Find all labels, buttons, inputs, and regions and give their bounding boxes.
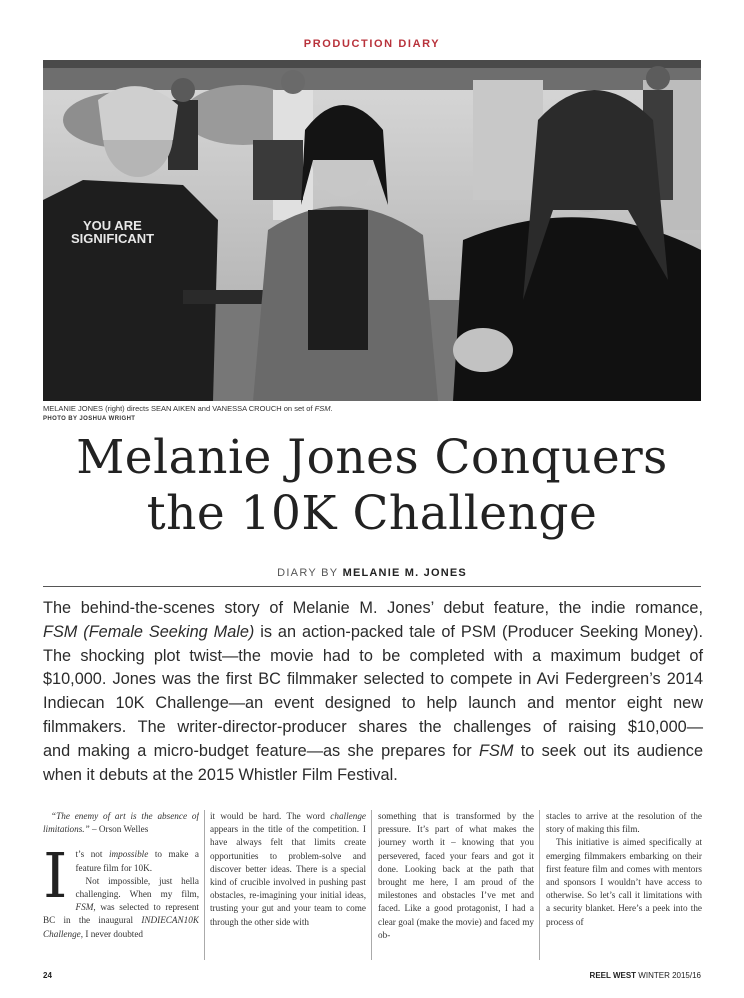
deck-film-title: FSM (Female Seeking Male) bbox=[43, 622, 255, 641]
photo-illustration bbox=[43, 60, 701, 401]
footer-issue bbox=[590, 971, 701, 980]
page-number: 24 bbox=[43, 971, 52, 980]
column-3 bbox=[378, 810, 534, 960]
epigraph bbox=[43, 810, 199, 836]
epigraph-text: “The enemy of art is the absence of limitations.” bbox=[43, 811, 199, 835]
photo-caption bbox=[43, 404, 703, 424]
issue-date: WINTER 2015/16 bbox=[636, 971, 701, 980]
column-2-text bbox=[210, 810, 366, 929]
headline bbox=[0, 430, 744, 542]
epigraph-attribution: – Orson Welles bbox=[89, 824, 149, 835]
c1-e: FSM bbox=[75, 902, 94, 913]
photo-credit: PHOTO BY JOSHUA WRIGHT bbox=[43, 416, 136, 422]
c2-b: challenge bbox=[330, 811, 366, 821]
caption-end: . bbox=[330, 404, 333, 413]
deck-line-7 bbox=[43, 740, 703, 764]
deck-line-7a: and making a micro-budget feature—as she prepares for bbox=[43, 741, 480, 760]
column-4-paragraph-1: stacles to arrive at the resolution of the story of making this film. bbox=[546, 811, 702, 835]
c1-b: impossible bbox=[108, 849, 149, 860]
deck-line-3: The shocking plot twist—the movie had to be completed with a maximum budget of bbox=[43, 646, 703, 665]
deck-line-4: $10,000. Jones was the first BC filmmaker selected to compete in Avi Federgreen’s 2014 bbox=[43, 670, 703, 689]
deck-line-6: filmmakers. The writer-director-producer shares the challenges of raising $10,000— bbox=[43, 717, 703, 736]
byline bbox=[0, 567, 744, 579]
article-deck bbox=[43, 597, 703, 787]
shirt-text-line1: YOU ARE bbox=[83, 218, 142, 233]
headline-line-1: Melanie Jones Conquers bbox=[76, 430, 668, 485]
feature-photo bbox=[43, 60, 701, 401]
article-body bbox=[43, 810, 703, 960]
caption-film-title: FSM bbox=[314, 404, 331, 413]
column-divider-1 bbox=[204, 810, 205, 960]
column-1 bbox=[43, 810, 199, 960]
byline-prefix: DIARY BY bbox=[277, 567, 339, 579]
column-divider-2 bbox=[371, 810, 372, 960]
column-3-text: something that is transformed by the pressure. It’s part of what makes the journey worth it – knowing that you persevered, faced your fears and got it done. Looking back at the path that brought me here, I am proud of the milestones and obstacles I’ve met and faced. Like a good protagonist, I had a clear goal (make the movie) and faced my ob- bbox=[378, 811, 534, 940]
deck-line-2 bbox=[43, 621, 703, 645]
magazine-name: REEL WEST bbox=[589, 971, 637, 980]
section-label: PRODUCTION DIARY bbox=[303, 38, 441, 50]
column-4 bbox=[546, 810, 702, 960]
c2-c: appears in the title of the competition. I have always felt that limits create opportunities to problem-solve and discover better ideas. There is a special kind of crucible involved in pushing past obstacles, re-imagining your initial ideas, trusting your gut and your team to come through the other side with bbox=[210, 824, 366, 927]
c1-g: INDIECAN10K Challenge bbox=[43, 915, 199, 939]
byline-rule bbox=[43, 586, 701, 587]
deck-line-2-rest: is an action-packed tale of PSM (Producer Seeking Money). bbox=[254, 622, 703, 641]
c1-f: , was selected to represent BC in the inaugural bbox=[43, 902, 199, 926]
deck-line-8: when it debuts at the 2015 Whistler Film Festival. bbox=[43, 765, 398, 784]
c1-h: , I never doubted bbox=[80, 928, 144, 939]
deck-line-7c: to seek out its audience bbox=[513, 741, 703, 760]
drop-cap: I bbox=[43, 839, 68, 913]
column-4-paragraph-2: This initiative is aimed specifically at emerging filmmakers embarking on their first feature film and comes with mentors and sponsors I wouldn’t have access to otherwise. So let’s call it limitations with a security blanket. Here’s a peek into the process of bbox=[546, 837, 702, 927]
deck-line-1: The behind-the-scenes story of Melanie M. Jones’ debut feature, the indie romance, bbox=[43, 599, 703, 617]
shirt-text-line2: SIGNIFICANT bbox=[71, 231, 155, 246]
c1-c: to make a feature film for 10K. bbox=[75, 849, 199, 873]
column-2 bbox=[210, 810, 366, 960]
c1-d: Not impossible, just hella challenging. When my film, bbox=[75, 875, 199, 900]
byline-author: MELANIE M. JONES bbox=[342, 567, 467, 579]
deck-fsm: FSM bbox=[479, 741, 514, 760]
deck-line-5: Indiecan 10K Challenge—an event designed to help launch and mentor eight new bbox=[43, 694, 703, 713]
c1-a: t’s not bbox=[75, 849, 109, 860]
column-divider-3 bbox=[539, 810, 540, 960]
c2-a: it would be hard. The word bbox=[210, 811, 331, 821]
caption-text: MELANIE JONES (right) directs SEAN AIKEN and VANESSA CROUCH on set of bbox=[43, 404, 315, 413]
headline-line-2: the 10K Challenge bbox=[146, 486, 598, 541]
